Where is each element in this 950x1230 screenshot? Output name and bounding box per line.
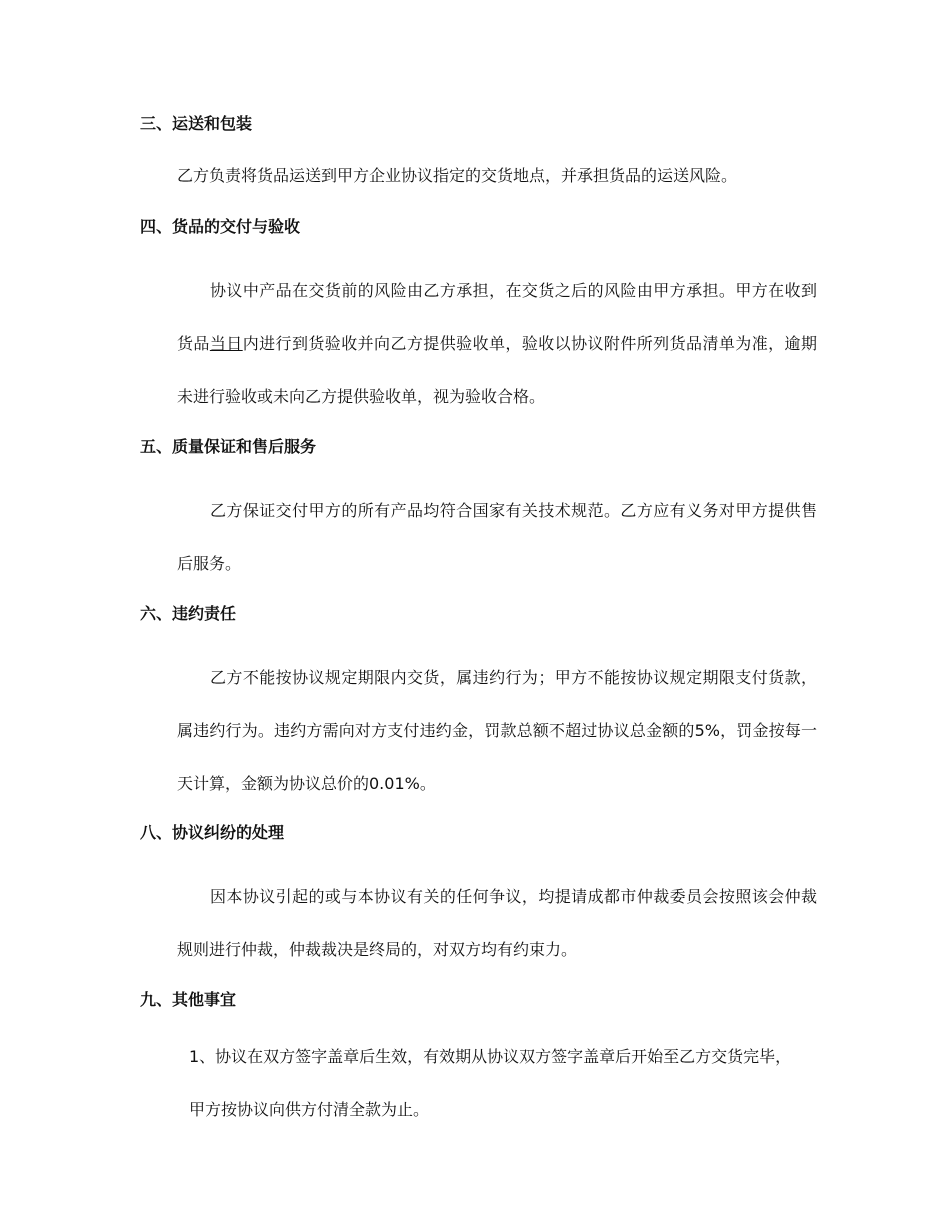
heading-shipping-packaging: 三、运送和包装 — [140, 114, 253, 133]
underlined-same-day: 当日 — [209, 334, 243, 353]
heading-dispute-resolution: 八、协议纠纷的处理 — [140, 823, 285, 842]
heading-delivery-acceptance: 四、货品的交付与验收 — [140, 217, 301, 236]
heading-other-matters: 九、其他事宜 — [140, 990, 237, 1009]
para-shipping-packaging: 乙方负责将货品运送到甲方企业协议指定的交货地点，并承担货品的运送风险。 — [177, 166, 738, 185]
heading-quality-service: 五、质量保证和售后服务 — [140, 437, 317, 456]
para-quality-service: 乙方保证交付甲方的所有产品均符合国家有关技术规范。乙方应有义务对甲方提供售后服务。 — [177, 501, 817, 573]
list-item-1-line-2: 甲方按协议向供方付清全款为止。 — [189, 1100, 430, 1119]
para-breach-liability: 乙方不能按协议规定期限内交货，属违约行为；甲方不能按协议规定期限支付货款，属违约行为。违约方需向对方支付违约金，罚款总额不超过协议总金额的5%，罚金按每一天计算，金额为协议总价的0.01%。 — [177, 668, 817, 793]
list-item-1-line-1: 1、协议在双方签字盖章后生效，有效期从协议双方签字盖章后开始至乙方交货完毕， — [189, 1047, 792, 1066]
heading-breach-liability: 六、违约责任 — [140, 604, 237, 623]
para-dispute-resolution: 因本协议引起的或与本协议有关的任何争议，均提请成都市仲裁委员会按照该会仲裁规则进行仲裁，仲裁裁决是终局的，对双方均有约束力。 — [177, 887, 817, 959]
para-delivery-acceptance: 协议中产品在交货前的风险由乙方承担，在交货之后的风险由甲方承担。甲方在收到货品当日内进行到货验收并向乙方提供验收单，验收以协议附件所列货品清单为准，逾期未进行验收或未向乙方提供验收单，视为验收合格。 — [177, 281, 817, 406]
